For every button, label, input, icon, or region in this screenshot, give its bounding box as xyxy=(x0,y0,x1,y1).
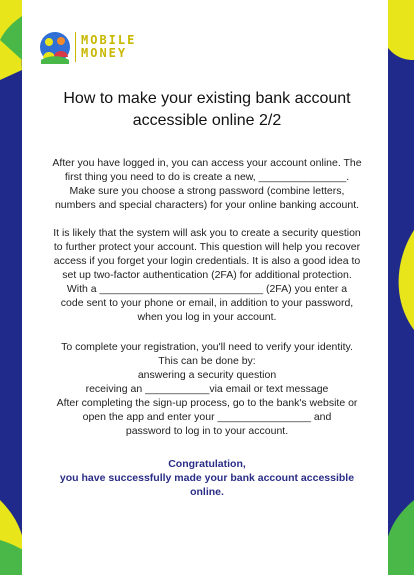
text-line: set up two-factor authentication (2FA) for additional protection. xyxy=(62,269,352,281)
text-line: when you log in your account. xyxy=(137,311,277,323)
logo-line-2: MONEY xyxy=(81,46,128,60)
logo-divider xyxy=(75,32,76,62)
text-line: to further protect your account. This question will help you recover xyxy=(53,241,361,253)
page-title: How to make your existing bank account accessible online 2/2 xyxy=(63,90,351,129)
logo-line-1: MOBILE xyxy=(81,33,137,47)
text-line: Make sure you choose a strong password (combine letters, xyxy=(69,185,345,197)
text-line: open the app and enter your ________________ and xyxy=(82,411,332,423)
paragraph-login xyxy=(40,156,374,212)
closing-line: online. xyxy=(190,486,224,498)
text-line: receiving an ___________via email or text message xyxy=(85,383,329,395)
text-line: With a ____________________________ (2FA) you enter a xyxy=(66,283,348,295)
text-line: password to log in to your account. xyxy=(125,425,289,437)
logo-wordmark xyxy=(81,34,136,60)
closing-line: you have successfully made your bank account accessible xyxy=(59,472,355,484)
text-line: first thing you need to do is create a new, _______________. xyxy=(64,171,350,183)
text-line: access if you forget your login credentials. It is also a good idea to xyxy=(53,255,361,267)
text-line: code sent to your phone or email, in addition to your password, xyxy=(60,297,354,309)
text-line: To complete your registration, you'll need to verify your identity. xyxy=(61,341,353,353)
text-line: answering a security question xyxy=(137,369,277,381)
closing-line: Congratulation, xyxy=(168,458,246,470)
mobile-money-logo xyxy=(38,30,136,64)
paragraph-registration xyxy=(40,340,374,438)
closing-message xyxy=(40,457,374,499)
text-line: This can be done by: xyxy=(158,355,256,367)
paragraph-security xyxy=(40,226,374,324)
text-line: After completing the sign-up process, go to the bank's website or xyxy=(56,397,358,409)
text-line: After you have logged in, you can access your account online. The xyxy=(52,157,362,169)
text-line: numbers and special characters) for your online banking account. xyxy=(54,199,360,211)
people-globe-icon xyxy=(38,30,72,64)
text-line: It is likely that the system will ask you to create a security question xyxy=(53,227,361,239)
